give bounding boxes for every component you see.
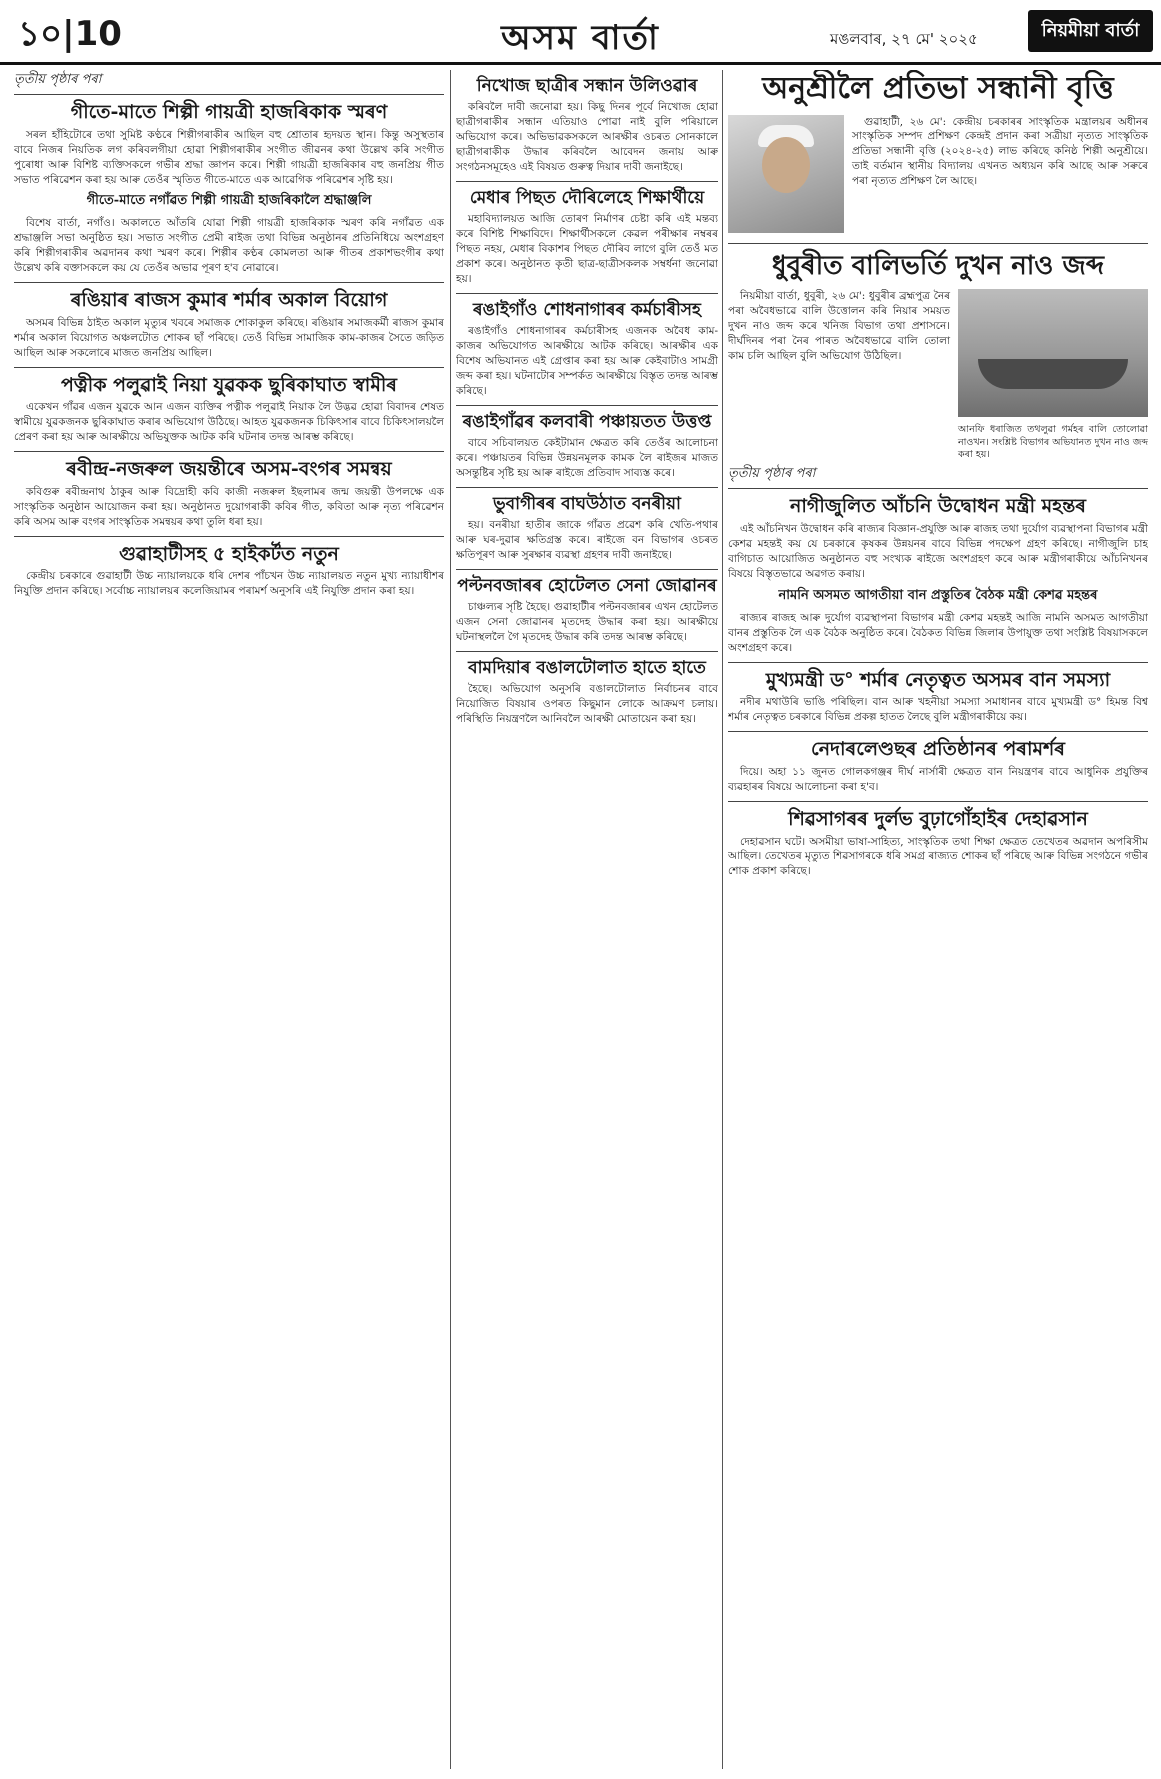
continued-label: তৃতীয় পৃষ্ঠাৰ পৰা xyxy=(14,70,444,95)
article-paragraph: ৰাজ্যৰ ৰাজহ আৰু দুৰ্যোগ ব্যৱস্থাপনা বিভাগৰ মন্ত্ৰী কেশৱ মহন্তই আজি নামনি অসমত আগতীয়া বানৰ প্ৰস্তুতিক লৈ এক বৈঠক অনুষ্ঠিত কৰে। বৈঠকত বিভিন্ন জিলাৰ উপায়ুক্ত তথা সংশ্লিষ্ট বিষয়াসকলে অংশগ্ৰহণ কৰে। xyxy=(728,611,1148,654)
column-left xyxy=(14,70,444,1769)
article-body xyxy=(728,611,1148,656)
divider xyxy=(456,181,718,182)
divider xyxy=(728,243,1148,244)
article-paragraph: বিশেষ বাৰ্তা, নগাঁও। অকালতে আঁতৰি যোৱা শিল্পী গায়ত্ৰী হাজৰিকাক স্মৰণ কৰি নগাঁৱত এক শ্ৰদ্ধাঞ্জলি সভা অনুষ্ঠিত হয়। সভাত সংগীত প্ৰেমী ৰাইজ তথা বিভিন্ন অনুষ্ঠানৰ প্ৰতিনিধিয়ে অংশগ্ৰহণ কৰি শিল্পীগৰাকীৰ অৱদানৰ কথা স্মৰণ কৰে। শিল্পীৰ কণ্ঠৰ কোমলতা আৰু গীতৰ প্ৰকাশভংগীৰ কথা উল্লেখ কৰি বক্তাসকলে কয় যে তেওঁৰ অভাৱ পূৰণ হ'ব নোৱাৰে। xyxy=(14,217,444,275)
article-headline: পল্টনবজাৰৰ হোটেলত সেনা জোৱানৰ xyxy=(457,575,717,596)
article-paragraph: দেহাৱসান ঘটে। অসমীয়া ভাষা-সাহিত্য, সাংস্কৃতিক তথা শিক্ষা ক্ষেত্ৰত তেখেতৰ অৱদান অপৰিসীম আছিল। তেখেতৰ মৃত্যুত শিৱসাগৰকে ধৰি সমগ্ৰ ৰাজ্যত শোকৰ ছাঁ পৰিছে আৰু বিভিন্ন সংগঠনে গভীৰ শোক প্ৰকাশ কৰিছে। xyxy=(728,835,1148,878)
boat-shape xyxy=(978,359,1128,389)
article-paragraph: চাঞ্চল্যৰ সৃষ্টি হৈছে। গুৱাহাটীৰ পল্টনবজাৰৰ এখন হোটেলত এজন সেনা জোৱানৰ মৃতদেহ উদ্ধাৰ কৰা হয়। আৰক্ষীয়ে ঘটনাস্থললৈ গৈ মৃতদেহ উদ্ধাৰ কৰি তদন্ত আৰম্ভ কৰিছে। xyxy=(456,601,718,644)
article-body xyxy=(456,518,718,563)
divider xyxy=(456,487,718,488)
article-headline: মুখ্যমন্ত্ৰী ড° শৰ্মাৰ নেতৃত্বত অসমৰ বান সমস্যা xyxy=(765,668,1111,691)
newspaper-logo: নিয়মীয়া বাৰ্তা xyxy=(1028,10,1153,52)
article-paragraph: সৰল হাঁহিটোৰে তথা সুমিষ্ট কণ্ঠৰে শিল্পীগৰাকীৰ আছিল বহু শ্ৰোতাৰ হৃদয়ত স্থান। কিন্তু অসুস্থতাৰ বাবে নিজৰ নিয়তিক লগ কৰিবলগীয়া হোৱা শিল্পীগৰাকীৰ সংগীত জীৱনৰ কথা উল্লেখ কৰি সংগীত পুৰোধা আৰু বিশিষ্ট ব্যক্তিসকলে গভীৰ শ্ৰদ্ধা জ্ঞাপন কৰে। শিল্পী গায়ত্ৰী হাজৰিকাৰ বহু জনপ্ৰিয় গীত সভাত পৰিৱেশন কৰা হয় আৰু তেওঁৰ স্মৃতিত গীতে-মাতে এক আৱেগিক পৰিৱেশৰ সৃষ্টি হয়। xyxy=(14,128,444,186)
article-body xyxy=(14,316,444,361)
article-paragraph: হৈছে। অভিযোগ অনুসৰি বঙালটোলাত নিৰ্বাচনৰ বাবে নিয়োজিত বিষয়াৰ ওপৰত কিছুমান লোকে আক্ৰমণ চলায়। পৰিস্থিতি নিয়ন্ত্ৰণলৈ আনিবলৈ আৰক্ষী মোতায়েন কৰা হয়। xyxy=(456,683,718,726)
page-number: ১০|10 xyxy=(18,14,122,54)
article-headline: নেদাৰলেণ্ডছৰ প্ৰতিষ্ঠানৰ পৰামৰ্শৰ xyxy=(811,738,1065,761)
article-paragraph: কেন্দ্ৰীয় চৰকাৰে গুৱাহাটী উচ্চ ন্যায়ালয়কে ধৰি দেশৰ পাঁচখন উচ্চ ন্যায়ালয়ত নতুন মুখ্য ন্যায়াধীশৰ নিযুক্তি প্ৰদান কৰিছে। সৰ্বোচ্চ ন্যায়ালয়ৰ কলেজিয়ামৰ পৰামৰ্শ অনুসৰি এই নিযুক্তি প্ৰদান কৰা হয়। xyxy=(14,570,444,598)
article-body xyxy=(728,115,1148,190)
article-headline: গীতে-মাতে শিল্পী গায়ত্ৰী হাজৰিকাক স্মৰণ xyxy=(70,101,388,123)
column-divider xyxy=(450,70,451,1769)
article-headline: ৰঙিয়াৰ ৰাজস কুমাৰ শৰ্মাৰ অকাল বিয়োগ xyxy=(70,289,388,312)
article-headline: মেধাৰ পিছত দৌৰিলেহে শিক্ষাৰ্থীয়ে xyxy=(469,187,705,208)
page-section-title: অসম বাৰ্তা xyxy=(501,18,660,58)
article-paragraph: দিয়ে। অহা ১১ জুনত গোলকগঞ্জৰ দীৰ্ঘ নাৰ্সাৰী ক্ষেত্ৰত বান নিয়ন্ত্ৰণৰ বাবে আধুনিক প্ৰযুক্তিৰ ব্যৱহাৰৰ বিষয়ে আলোচনা কৰা হ'ব। xyxy=(728,765,1148,793)
column-right xyxy=(728,70,1148,1769)
divider xyxy=(456,405,718,406)
divider xyxy=(456,569,718,570)
article-paragraph: এই আঁচনিখন উদ্বোধন কৰি ৰাজ্যৰ বিজ্ঞান-প্ৰযুক্তি আৰু ৰাজহ তথা দুৰ্যোগ ব্যৱস্থাপনা বিভাগৰ মন্ত্ৰী কেশৱ মহন্তই কয় যে চৰকাৰে কৃষকৰ উন্নয়নৰ বাবে বিভিন্ন পদক্ষেপ গ্ৰহণ কৰিছে। নাগীজুলি চাহ বাগিচাত আয়োজিত অনুষ্ঠানত বহু সংখ্যক ৰাইজে অংশগ্ৰহণ কৰে আৰু মন্ত্ৰীগৰাকীয়ে আঁচনিখনৰ বিষয়ে বিস্তৃতভাৱে অৱগত কৰায়। xyxy=(728,523,1148,580)
article-headline: বামদিয়াৰ বঙালটোলাত হাতে হাতে xyxy=(468,658,706,679)
article-paragraph: কবিগুৰু ৰবীন্দ্ৰনাথ ঠাকুৰ আৰু বিদ্ৰোহী কবি কাজী নজৰুল ইছলামৰ জন্ম জয়ন্তী উপলক্ষে এক সাংস্কৃতিক অনুষ্ঠান আয়োজন কৰা হয়। অনুষ্ঠানত দুয়োগৰাকী কবিৰ গীত, কবিতা আৰু নৃত্য পৰিৱেশন কৰি অসম আৰু বংগৰ সাংস্কৃতিক সমন্বয়ৰ কথা তুলি ধৰা হয়। xyxy=(14,485,444,528)
article-body xyxy=(456,436,718,481)
article-body xyxy=(14,400,444,445)
article-headline: ৰঙাইগাঁৱৰ কলবাৰী পঞ্চায়তত উত্তপ্ত xyxy=(462,411,712,432)
divider xyxy=(728,731,1148,732)
article-body xyxy=(728,289,1148,464)
article-body xyxy=(728,522,1148,582)
article-paragraph: বাবে সচিবালয়ত কেইটামান ক্ষেত্ৰত কৰি তেওঁৰ আলোচনা কৰে। পঞ্চায়তৰ বিভিন্ন উন্নয়নমূলক কামক লৈ ৰাইজৰ মাজত অসন্তুষ্টিৰ সৃষ্টি হয় আৰু ৰাইজে প্ৰতিবাদ সাব্যস্ত কৰে। xyxy=(456,437,718,479)
issue-date: মঙলবাৰ, ২৭ মে' ২০২৫ xyxy=(830,30,978,48)
article-body xyxy=(728,765,1148,795)
article-headline: ধুবুৰীত বালিভৰ্তি দুখন নাও জব্দ xyxy=(772,250,1104,281)
article-body xyxy=(728,835,1148,880)
column-divider xyxy=(722,70,723,1769)
article-headline: ভুবাগীৰৰ বাঘউঠাত বনৰীয়া xyxy=(493,493,681,514)
face-shape xyxy=(762,137,810,193)
article-body xyxy=(14,569,444,599)
column-middle xyxy=(456,70,718,1769)
article-body xyxy=(456,682,718,727)
article-headline: ৰবীন্দ্ৰ-নজৰুল জয়ন্তীৰে অসম-বংগৰ সমন্বয় xyxy=(66,458,392,481)
divider xyxy=(728,662,1148,663)
masthead xyxy=(0,0,1161,65)
article-body xyxy=(456,212,718,287)
article-paragraph: একেখন গাঁৱৰ এজন যুৱকে আন এজন ব্যক্তিৰ পত্নীক পলুৱাই নিয়াক লৈ উদ্ভৱ হোৱা বিবাদৰ শেষত স্বামীয়ে যুৱকজনক ছুৰিকাঘাত কৰাৰ অভিযোগ উঠিছে। আহত যুৱকজনক চিকিৎসাৰ বাবে চিকিৎসালয়লৈ প্ৰেৰণ কৰা হয় আৰু আৰক্ষীয়ে অভিযুক্তক আটক কৰি ঘটনাৰ তদন্ত আৰম্ভ কৰিছে। xyxy=(14,401,444,444)
article-body xyxy=(14,128,444,188)
photo-caption: আনফি ধৰাজিত তথলুৱা গৰ্মহৰ বালি তোলোৱা নাওখন। সংশ্লিষ্ট বিভাগৰ অভিযানত দুখন নাও জব্দ কৰা হয়। xyxy=(958,424,1148,461)
article-paragraph: ৰঙাইগাঁও শোধনাগাৰৰ কৰ্মচাৰীসহ এজনক অবৈধ কাম-কাজৰ অভিযোগত আৰক্ষীয়ে আটক কৰিছে। আৰক্ষীৰ এক বিশেষ অভিযানত এই গ্ৰেপ্তাৰ কৰা হয় আৰু কেইবাটাও সামগ্ৰী জব্দ কৰা হয়। ঘটনাটোৰ সম্পৰ্কত আৰক্ষীয়ে বিস্তৃত তদন্ত আৰম্ভ কৰিছে। xyxy=(456,325,718,397)
divider xyxy=(14,451,444,452)
divider xyxy=(14,367,444,368)
continued-label: তৃতীয় পৃষ্ঠাৰ পৰা xyxy=(728,464,1148,489)
article-paragraph: হয়। বনৰীয়া হাতীৰ জাকে গাঁৱত প্ৰৱেশ কৰি খেতি-পথাৰ আৰু ঘৰ-দুৱাৰ ক্ষতিগ্ৰস্ত কৰে। ৰাইজে বন বিভাগৰ ওচৰত ক্ষতিপূৰণ আৰু সুৰক্ষাৰ ব্যৱস্থা গ্ৰহণৰ দাবী জনাইছে। xyxy=(456,519,718,562)
article-headline: গুৱাহাটীসহ ৫ হাইকৰ্টত নতুন xyxy=(119,542,339,565)
divider xyxy=(14,536,444,537)
article-headline: ৰঙাইগাঁও শোধনাগাৰৰ কৰ্মচাৰীসহ xyxy=(473,299,701,320)
lead-headline: অনুশ্ৰীলৈ প্ৰতিভা সন্ধানী বৃত্তি xyxy=(762,71,1114,106)
article-headline: নাগীজুলিত আঁচনি উদ্বোধন মন্ত্ৰী মহন্তৰ xyxy=(790,495,1086,518)
article-body xyxy=(456,100,718,175)
portrait-photo xyxy=(728,115,844,233)
article-body xyxy=(728,695,1148,725)
divider xyxy=(456,293,718,294)
article-body xyxy=(14,485,444,530)
article-body xyxy=(456,600,718,645)
article-subheading: গীতে-মাতে নগাঁৱত শিল্পী গায়ত্ৰী হাজৰিকালৈ শ্ৰদ্ধাঞ্জলি xyxy=(86,193,372,209)
article-headline: নিখোজ ছাত্ৰীৰ সন্ধান উলিওৱাৰ xyxy=(476,76,698,96)
article-body xyxy=(456,324,718,399)
article-body xyxy=(14,216,444,276)
article-paragraph: মহাবিদ্যালয়ত আজি তোৰণ নিৰ্মাণৰ চেষ্টা কৰি এই মন্তব্য কৰে বিশিষ্ট শিক্ষাবিদে। শিক্ষাৰ্থীসকলে কেৱল পৰীক্ষাৰ নম্বৰৰ পিছত নহয়, মেধাৰ বিকাশৰ পিছত দৌৰিব লাগে বুলি তেওঁ মত প্ৰকাশ কৰে। অনুষ্ঠানত কৃতী ছাত্ৰ-ছাত্ৰীসকলক সম্বৰ্ধনা জনোৱা হয়। xyxy=(456,213,718,285)
divider xyxy=(14,282,444,283)
boat-photo xyxy=(958,289,1148,461)
article-paragraph: নদীৰ মথাউৰি ভাঙি পৰিছিল। বান আৰু খহনীয়া সমস্যা সমাধানৰ বাবে মুখ্যমন্ত্ৰী ড° হিমন্ত বিশ্ব শৰ্মাৰ নেতৃত্বত চৰকাৰে বিভিন্ন প্ৰকল্প হাতত লৈছে বুলি মন্ত্ৰীগৰাকীয়ে কয়। xyxy=(728,696,1148,724)
divider xyxy=(456,651,718,652)
article-headline: পত্নীক পলুৱাই নিয়া যুৱকক ছুৰিকাঘাত স্বামীৰ xyxy=(60,373,398,396)
article-paragraph: কৰিবলৈ দাবী জনোৱা হয়। কিছু দিনৰ পূৰ্বে নিখোজ হোৱা ছাত্ৰীগৰাকীৰ সন্ধান এতিয়াও পোৱা নাই বুলি পৰিয়ালে অভিযোগ কৰে। অভিভাৱকসকলে আৰক্ষীৰ ওচৰত সোনকালে ছাত্ৰীগৰাকীক উদ্ধাৰ কৰিবলৈ আবেদন জনায় আৰু সংগঠনসমূহেও এই বিষয়ত গুৰুত্ব দিয়াৰ দাবী জনাইছে। xyxy=(456,101,718,174)
article-paragraph: নিয়মীয়া বাৰ্তা, ধুবুৰী, ২৬ মে': ধুবুৰীৰ ব্ৰহ্মপুত্ৰ নৈৰ পৰা অবৈধভাৱে বালি উত্তোলন কৰি নিয়াৰ সময়ত দুখন নাও জব্দ কৰে খনিজ বিভাগ তথা প্ৰশাসনে। দীৰ্ঘদিনৰ পৰা নৈৰ পাৰত অবৈধভাৱে বালি তোলা কাম চলি আছিল বুলি অভিযোগ উঠিছিল। xyxy=(728,290,950,363)
divider xyxy=(728,801,1148,802)
article-headline: শিৱসাগৰৰ দুৰ্লভ বুঢ়াগোঁহাইৰ দেহাৱসান xyxy=(788,807,1088,830)
article-subheading: নামনি অসমত আগতীয়া বান প্ৰস্তুতিৰ বৈঠক মন্ত্ৰী কেশৱ মহন্তৰ xyxy=(778,587,1098,603)
article-paragraph: অসমৰ বিভিন্ন ঠাইত অকাল মৃত্যুৰ খবৰে সমাজক শোকাকুল কৰিছে। ৰঙিয়াৰ সমাজকৰ্মী ৰাজস কুমাৰ শৰ্মাৰ অকাল বিয়োগত অঞ্চলটোত শোকৰ ছাঁ পৰিছে। তেওঁ বিভিন্ন সামাজিক কাম-কাজৰ সৈতে জড়িত আছিল আৰু সকলোৰে মাজত জনপ্ৰিয় আছিল। xyxy=(14,316,444,359)
article-paragraph: গুৱাহাটী, ২৬ মে': কেন্দ্ৰীয় চৰকাৰৰ সাংস্কৃতিক মন্ত্ৰালয়ৰ অধীনৰ সাংস্কৃতিক সম্পদ প্ৰশিক্ষণ কেন্দ্ৰই প্ৰদান কৰা সত্ৰীয়া নৃত্যত সাংস্কৃতিক প্ৰতিভা সন্ধানী বৃত্তি (২০২৪-২৫) লাভ কৰিছে কনিষ্ঠ শিল্পী অনুশ্ৰীয়ে। তাই বৰ্তমান স্থানীয় বিদ্যালয় এখনত অধ্যয়ন কৰি আছে আৰু সৰুৰে পৰা নৃত্যত প্ৰশিক্ষণ লৈ আছে। xyxy=(852,115,1148,188)
